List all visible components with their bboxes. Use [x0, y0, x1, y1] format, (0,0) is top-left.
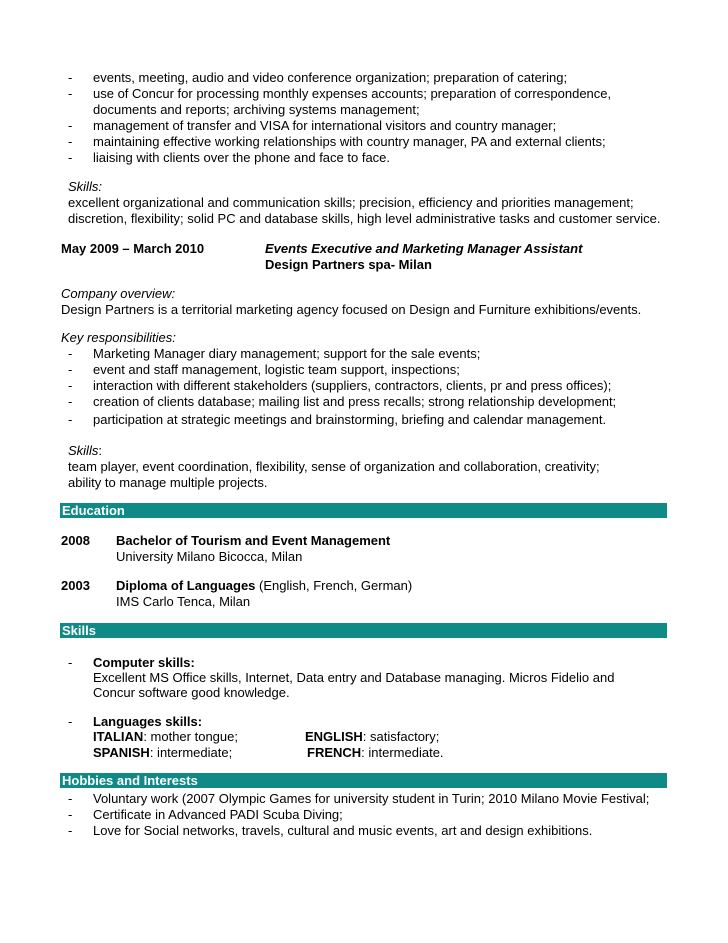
language-english: ENGLISH: satisfactory; — [305, 729, 440, 744]
bullet-dash: - — [68, 86, 73, 101]
computer-skills-title: Computer skills: — [93, 655, 195, 670]
bullet-dash: - — [68, 134, 73, 149]
language-french: FRENCH: intermediate. — [307, 745, 444, 760]
bullet-dash: - — [68, 823, 73, 838]
language-italian: ITALIAN: mother tongue; — [93, 729, 238, 744]
skills-text: team player, event coordination, flexibility, sense of organization and collaboration, creativity; — [68, 459, 600, 474]
list-item: Marketing Manager diary management; support for the sale events; — [93, 346, 481, 361]
bullet-dash: - — [68, 807, 73, 822]
list-item-continued: documents and reports; archiving systems management; — [93, 102, 420, 117]
list-item: use of Concur for processing monthly expenses accounts; preparation of correspondence, — [93, 86, 612, 101]
bullet-dash: - — [68, 150, 73, 165]
company-overview-label: Company overview: — [61, 286, 176, 301]
list-item: management of transfer and VISA for international visitors and country manager; — [93, 118, 557, 133]
skills-label: Skills: — [68, 443, 102, 458]
education-degree: Bachelor of Tourism and Event Management — [116, 533, 391, 548]
list-item: interaction with different stakeholders (suppliers, contractors, clients, pr and press offices); — [93, 378, 612, 393]
list-item: creation of clients database; mailing list and press recalls; strong relationship development; — [93, 394, 617, 409]
job-title: Events Executive and Marketing Manager Assistant — [265, 241, 583, 256]
bullet-dash: - — [68, 378, 73, 393]
bullet-dash: - — [68, 70, 73, 85]
education-year: 2003 — [61, 578, 90, 593]
company-overview-text: Design Partners is a territorial marketing agency focused on Design and Furniture exhibitions/events. — [61, 302, 642, 317]
responsibilities-label: Key responsibilities: — [61, 330, 176, 345]
education-school: IMS Carlo Tenca, Milan — [116, 594, 251, 609]
list-item: maintaining effective working relationships with country manager, PA and external clients; — [93, 134, 606, 149]
language-spanish: SPANISH: intermediate; — [93, 745, 233, 760]
bullet-dash: - — [68, 394, 73, 409]
bullet-dash: - — [68, 714, 73, 729]
bullet-dash: - — [68, 791, 73, 806]
section-heading-education: Education — [60, 503, 667, 518]
bullet-dash: - — [68, 346, 73, 361]
skills-text: ability to manage multiple projects. — [68, 475, 268, 490]
education-year: 2008 — [61, 533, 90, 548]
list-item: Voluntary work (2007 Olympic Games for university student in Turin; 2010 Milano Movie Festival; — [93, 791, 650, 806]
list-item: events, meeting, audio and video conference organization; preparation of catering; — [93, 70, 568, 85]
job-company: Design Partners spa- Milan — [265, 257, 432, 272]
section-heading-skills: Skills — [60, 623, 667, 638]
education-school: University Milano Bicocca, Milan — [116, 549, 303, 564]
bullet-dash: - — [68, 412, 73, 427]
bullet-dash: - — [68, 118, 73, 133]
list-item: Love for Social networks, travels, cultural and music events, art and design exhibitions. — [93, 823, 593, 838]
computer-skills-text: Excellent MS Office skills, Internet, Data entry and Database managing. Micros Fidelio and — [93, 670, 615, 685]
list-item: event and staff management, logistic team support, inspections; — [93, 362, 460, 377]
bullet-dash: - — [68, 362, 73, 377]
list-item: participation at strategic meetings and brainstorming, briefing and calendar management. — [93, 412, 607, 427]
bullet-dash: - — [68, 655, 73, 670]
list-item: liaising with clients over the phone and face to face. — [93, 150, 391, 165]
list-item: Certificate in Advanced PADI Scuba Diving; — [93, 807, 343, 822]
languages-skills-title: Languages skills: — [93, 714, 203, 729]
education-degree: Diploma of Languages (English, French, German) — [116, 578, 413, 593]
skills-label: Skills: — [68, 179, 102, 194]
job-dates: May 2009 – March 2010 — [61, 241, 205, 256]
section-heading-hobbies: Hobbies and Interests — [60, 773, 667, 788]
skills-text: excellent organizational and communication skills; precision, efficiency and priorities management; — [68, 195, 634, 210]
skills-text: discretion, flexibility; solid PC and database skills, high level administrative tasks and customer service. — [68, 211, 661, 226]
computer-skills-text: Concur software good knowledge. — [93, 685, 290, 700]
